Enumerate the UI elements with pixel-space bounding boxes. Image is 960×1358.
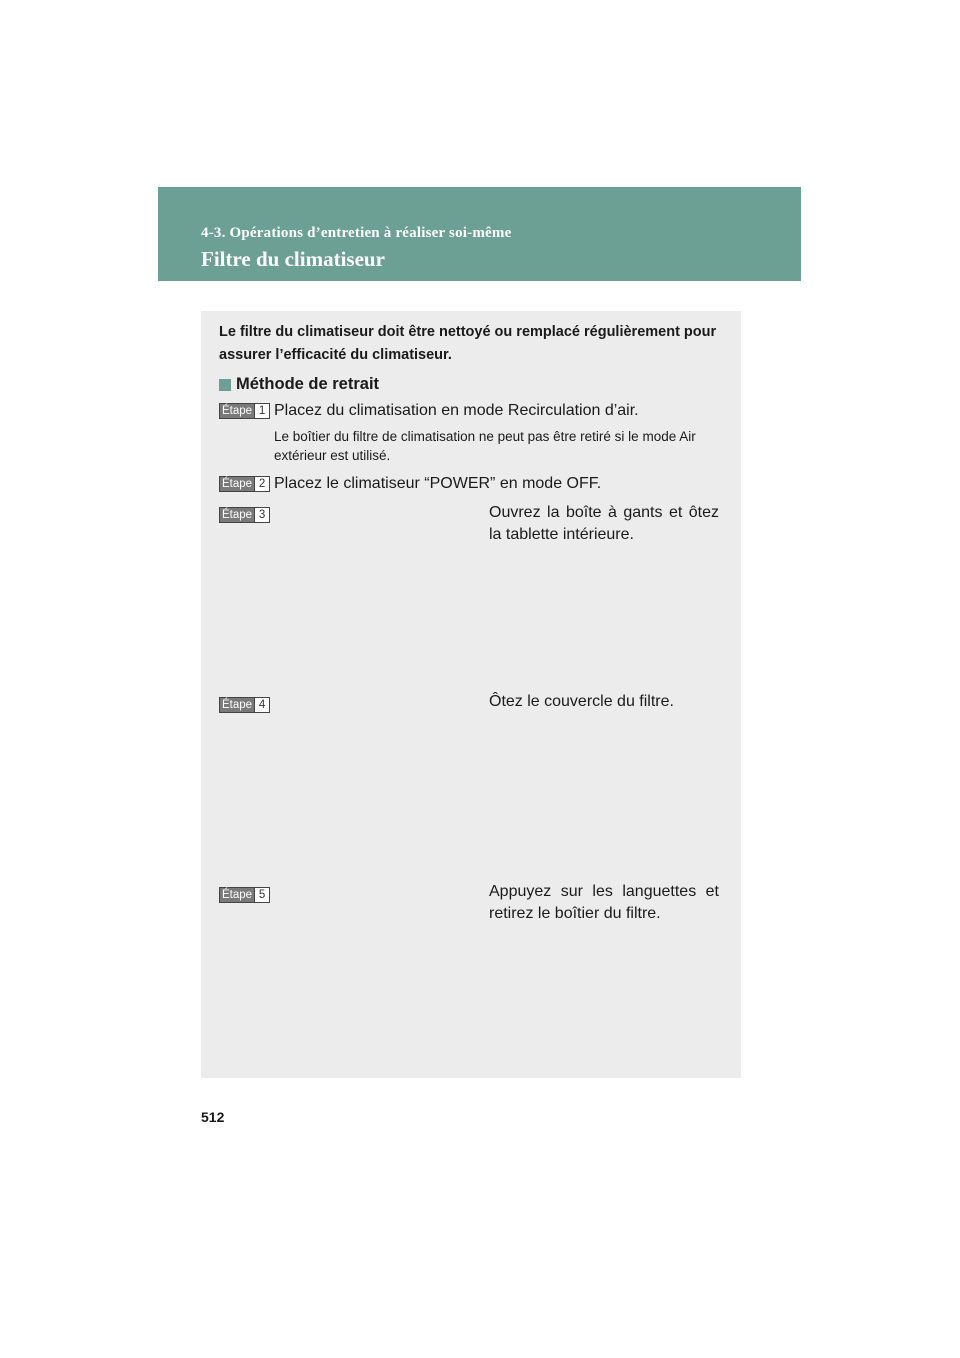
- step-badge-5: Étape 5: [219, 887, 270, 903]
- method-heading-label: Méthode de retrait: [236, 375, 380, 393]
- step-badge-4: Étape 4: [219, 697, 270, 713]
- content-panel: [201, 311, 741, 1078]
- step-badge-2: Étape 2: [219, 476, 270, 492]
- chapter-header: [158, 187, 801, 281]
- section-label: 4-3. Opérations d’entretien à réaliser soi-même: [201, 225, 512, 241]
- step-badge-1: Étape 1: [219, 403, 270, 419]
- step-badge-3: Étape 3: [219, 507, 270, 523]
- step-3-text: Ouvrez la boîte à gants et ôtez la tablette intérieure.: [489, 504, 719, 543]
- method-heading: [219, 375, 379, 394]
- step-1-text: Placez du climatisation en mode Recirculation d’air.: [274, 402, 639, 419]
- intro-text: Le filtre du climatiseur doit être nettoyé ou remplacé régulièrement pour assurer l’efficacité du climatiseur.: [219, 324, 717, 363]
- square-bullet-icon: [219, 379, 231, 391]
- filter-case-illustration: [219, 907, 469, 1067]
- step-1-note: Le boîtier du filtre de climatisation ne peut pas être retiré si le mode Air extérieur est utilisé.: [274, 429, 696, 463]
- page-title: Filtre du climatiseur: [201, 247, 385, 271]
- step-4-text: Ôtez le couvercle du filtre.: [489, 693, 674, 710]
- filter-cover-illustration: [219, 717, 469, 877]
- step-5-text: Appuyez sur les languettes et retirez le boîtier du filtre.: [489, 883, 719, 922]
- glove-box-illustration: [219, 527, 469, 687]
- page-number: 512: [201, 1109, 225, 1125]
- step-2-text: Placez le climatiseur “POWER” en mode OFF.: [274, 475, 602, 492]
